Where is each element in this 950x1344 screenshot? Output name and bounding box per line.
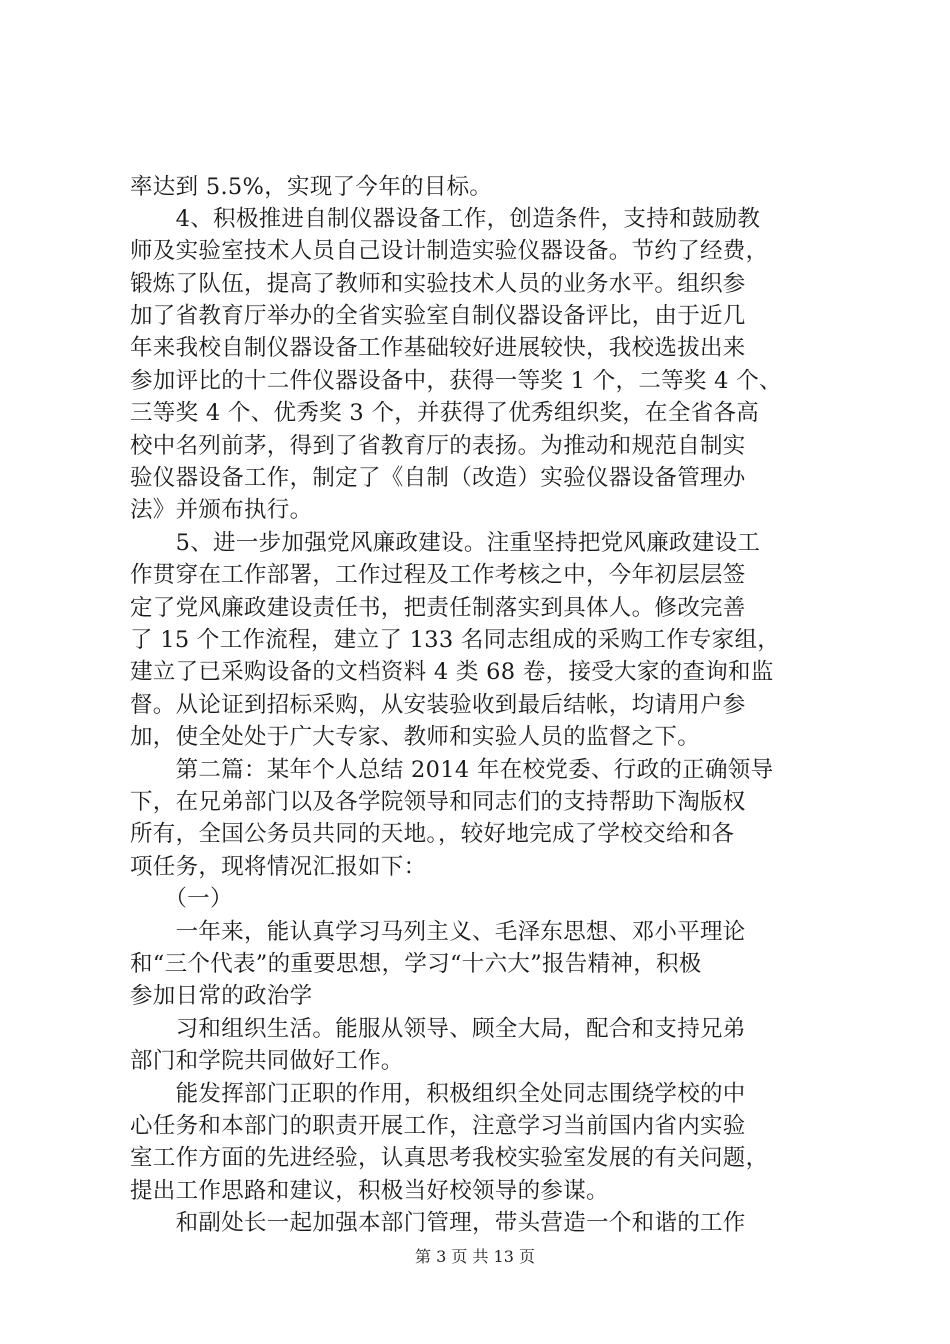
text-line: 项任务，现将情况汇报如下： [130, 854, 427, 880]
text-line: 定了党风廉政建设责任书，把责任制落实到具体人。修改完善 [130, 595, 746, 621]
text-line: 习和组织生活。能服从领导、顾全大局，配合和支持兄弟 [130, 1016, 746, 1042]
text-line: 作贯穿在工作部署，工作过程及工作考核之中，今年初层层签 [130, 562, 746, 588]
text-line: 法》并颁布执行。 [130, 497, 313, 523]
text-line: 建立了已采购设备的文档资料 4 类 68 卷，接受大家的查询和监 [130, 659, 774, 685]
text-line: 和“三个代表”的重要思想，学习“十六大”报告精神，积极 [130, 951, 702, 977]
text-line: 所有，全国公务员共同的天地。，较好地完成了学校交给和各 [130, 821, 735, 847]
text-line: 年来我校自制仪器设备工作基础较好进展较快，我校选拔出来 [130, 335, 746, 361]
text-line: 校中名列前茅，得到了省教育厅的表扬。为推动和规范自制实 [130, 433, 746, 459]
text-line: 室工作方面的先进经验，认真思考我校实验室发展的有关问题， [130, 1145, 769, 1171]
text-line: 4、积极推进自制仪器设备工作，创造条件，支持和鼓励教 [130, 206, 761, 232]
text-line: 加了省教育厅举办的全省实验室自制仪器设备评比，由于近几 [130, 303, 746, 329]
text-line: （一） [130, 886, 233, 912]
text-line: 和副处长一起加强本部门管理，带头营造一个和谐的工作 [130, 1210, 746, 1236]
text-line: 一年来，能认真学习马列主义、毛泽东思想、邓小平理论 [130, 919, 746, 945]
text-line: 部门和学院共同做好工作。 [130, 1048, 404, 1074]
text-line: 师及实验室技术人员自己设计制造实验仪器设备。节约了经费， [130, 238, 769, 264]
text-line: 率达到 5.5%，实现了今年的目标。 [130, 174, 493, 200]
page-number-footer: 第 3 页 共 13 页 [415, 1247, 535, 1266]
text-line: 锻炼了队伍，提高了教师和实验技术人员的业务水平。组织参 [130, 271, 746, 297]
text-line: 督。从论证到招标采购，从安装验收到最后结帐，均请用户参 [130, 692, 746, 718]
text-line: 三等奖 4 个、优秀奖 3 个，并获得了优秀组织奖，在全省各高 [130, 400, 760, 426]
text-line: 能发挥部门正职的作用，积极组织全处同志围绕学校的中 [130, 1081, 746, 1107]
text-line: 参加评比的十二件仪器设备中，获得一等奖 1 个，二等奖 4 个、 [130, 368, 782, 394]
text-line: 提出工作思路和建议，积极当好校领导的参谋。 [130, 1178, 609, 1204]
text-line: 验仪器设备工作，制定了《自制（改造）实验仪器设备管理办 [130, 465, 746, 491]
text-line: 参加日常的政治学 [130, 983, 313, 1009]
text-line: 心任务和本部门的职责开展工作，注意学习当前国内省内实验 [130, 1113, 746, 1139]
text-line: 下，在兄弟部门以及各学院领导和同志们的支持帮助下淘版权 [130, 789, 746, 815]
text-line: 5、进一步加强党风廉政建设。注重坚持把党风廉政建设工 [130, 530, 761, 556]
text-line: 第二篇：某年个人总结 2014 年在校党委、行政的正确领导 [130, 757, 774, 783]
text-line: 了 15 个工作流程，建立了 133 名同志组成的采购工作专家组， [130, 627, 781, 653]
text-line: 加，使全处处于广大专家、教师和实验人员的监督之下。 [130, 724, 701, 750]
